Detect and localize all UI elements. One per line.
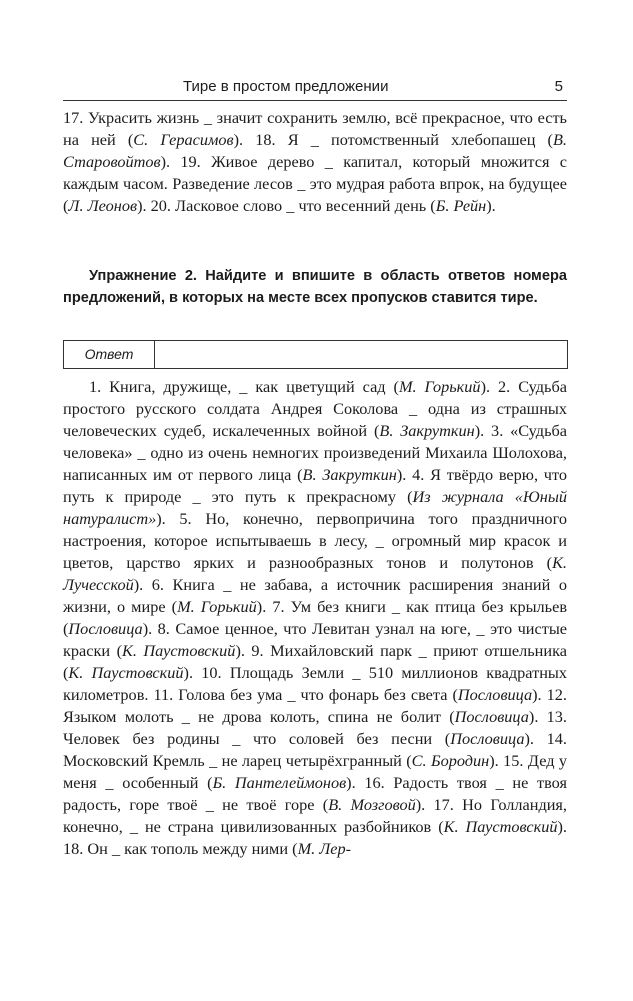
header-title: Тире в простом предложении	[183, 78, 389, 95]
author-citation: В. Мозговой	[328, 795, 416, 814]
author-citation: К. Лучесской	[63, 553, 567, 594]
page-number: 5	[554, 78, 563, 95]
author-citation: В. Закруткин	[302, 465, 397, 484]
sentence-text: ). 4. Я твёрдо верю, что путь к природе _ это путь к прекрасному (	[63, 465, 568, 506]
author-citation: Пословица	[68, 619, 143, 638]
sentence-text: 17. Украсить жизнь _ значит сохранить землю, всё прекрасное, что есть на ней (	[63, 108, 567, 149]
author-citation: К. Паустовский	[122, 641, 236, 660]
answer-label: Ответ	[64, 341, 155, 368]
sentence-text: ). 14. Московский Кремль _ не ларец четырёхгранный (	[63, 729, 567, 770]
author-citation: В. Старовойтов	[63, 130, 567, 171]
sentence-text: ). 18. Я _ потомственный хлебопашец (	[233, 130, 553, 149]
sentence-text: ). 16. Радость твоя _ не твоя радость, горе твоё _ не твоё горе (	[63, 773, 567, 814]
sentence-text: ). 9. Михайловский парк _ приют отшельника (	[63, 641, 567, 682]
author-citation: М. Лер-	[297, 839, 352, 858]
exercise-title: Упражнение 2. Найдите и впишите в область ответов номера предложений, в которых на месте всех пропусков ставится тире.	[63, 268, 567, 306]
sentence-text: ). 20. Ласковое слово _ что весенний день (	[137, 196, 436, 215]
sentence-text: ). 7. Ум без книги _ как птица без крыльев (	[63, 597, 568, 638]
sentence-text: 1. Книга, дружище, _ как цветущий сад (	[89, 377, 399, 396]
sentence-text: ). 5. Но, конечно, первопричина того праздничного настроения, которое испытываешь в лесу, _ огромный мир красок и цветов, царство ярких и разнообразных тонов и полутонов (	[63, 509, 567, 572]
sentence-text: ). 17. Но Голландия, конечно, _ не страна цивилизованных разбойников (	[63, 795, 567, 836]
sentence-text: ).	[486, 196, 496, 215]
sentence-text: ). 6. Книга _ не забава, а источник расширения знаний о жизни, о мире (	[63, 575, 567, 616]
sentence-text: ). 8. Самое ценное, что Левитан узнал на юге, _ это чистые краски (	[63, 619, 567, 660]
author-citation: Б. Пантелеймонов	[212, 773, 347, 792]
author-citation: К. Паустовский	[68, 663, 184, 682]
author-citation: Пословица	[457, 685, 533, 704]
sentence-text: ). 12. Языком молоть _ не дрова колоть, спина не болит (	[63, 685, 567, 726]
sentence-text: ). 3. «Судьба человека» _ одно из очень немногих произведений Михаила Шолохова, написанных им от первого лица (	[63, 421, 568, 484]
sentence-text: ). 13. Человек без родины _ что соловей без песни (	[63, 707, 567, 748]
author-citation: К. Паустовский	[443, 817, 558, 836]
author-citation: Пословица	[450, 729, 525, 748]
sentence-text: ). 2. Судьба простого русского солдата Андрея Соколова _ одна из страшных человеческих судеб, искалеченных войной (	[63, 377, 567, 440]
author-citation: С. Бородин	[411, 751, 490, 770]
author-citation: Б. Рейн	[435, 196, 487, 215]
answer-input[interactable]	[156, 343, 565, 366]
running-header	[63, 78, 567, 101]
author-citation: Из журнала «Юный натуралист»	[63, 487, 567, 528]
author-citation: Пословица	[454, 707, 529, 726]
sentence-text: ). 10. Площадь Земли _ 510 миллионов квадратных километров. 11. Голова без ума _ что фонарь без света (	[63, 663, 567, 704]
answer-box	[63, 340, 568, 369]
author-citation: Л. Леонов	[68, 196, 138, 215]
author-citation: С. Герасимов	[133, 130, 234, 149]
continued-paragraph	[63, 107, 567, 217]
sentence-text: ). 18. Он _ как тополь между ними (	[63, 817, 567, 858]
author-citation: В. Закруткин	[379, 421, 475, 440]
author-citation: М. Горький	[177, 597, 257, 616]
sentence-text: ). 19. Живое дерево _ капитал, который множится с каждым часом. Разведение лесов _ это мудрая работа впрок, на будущее (	[63, 152, 567, 215]
author-citation: М. Горький	[398, 377, 481, 396]
exercise-paragraph	[63, 376, 567, 860]
sentence-text: ). 15. Дед у меня _ особенный (	[63, 751, 568, 792]
